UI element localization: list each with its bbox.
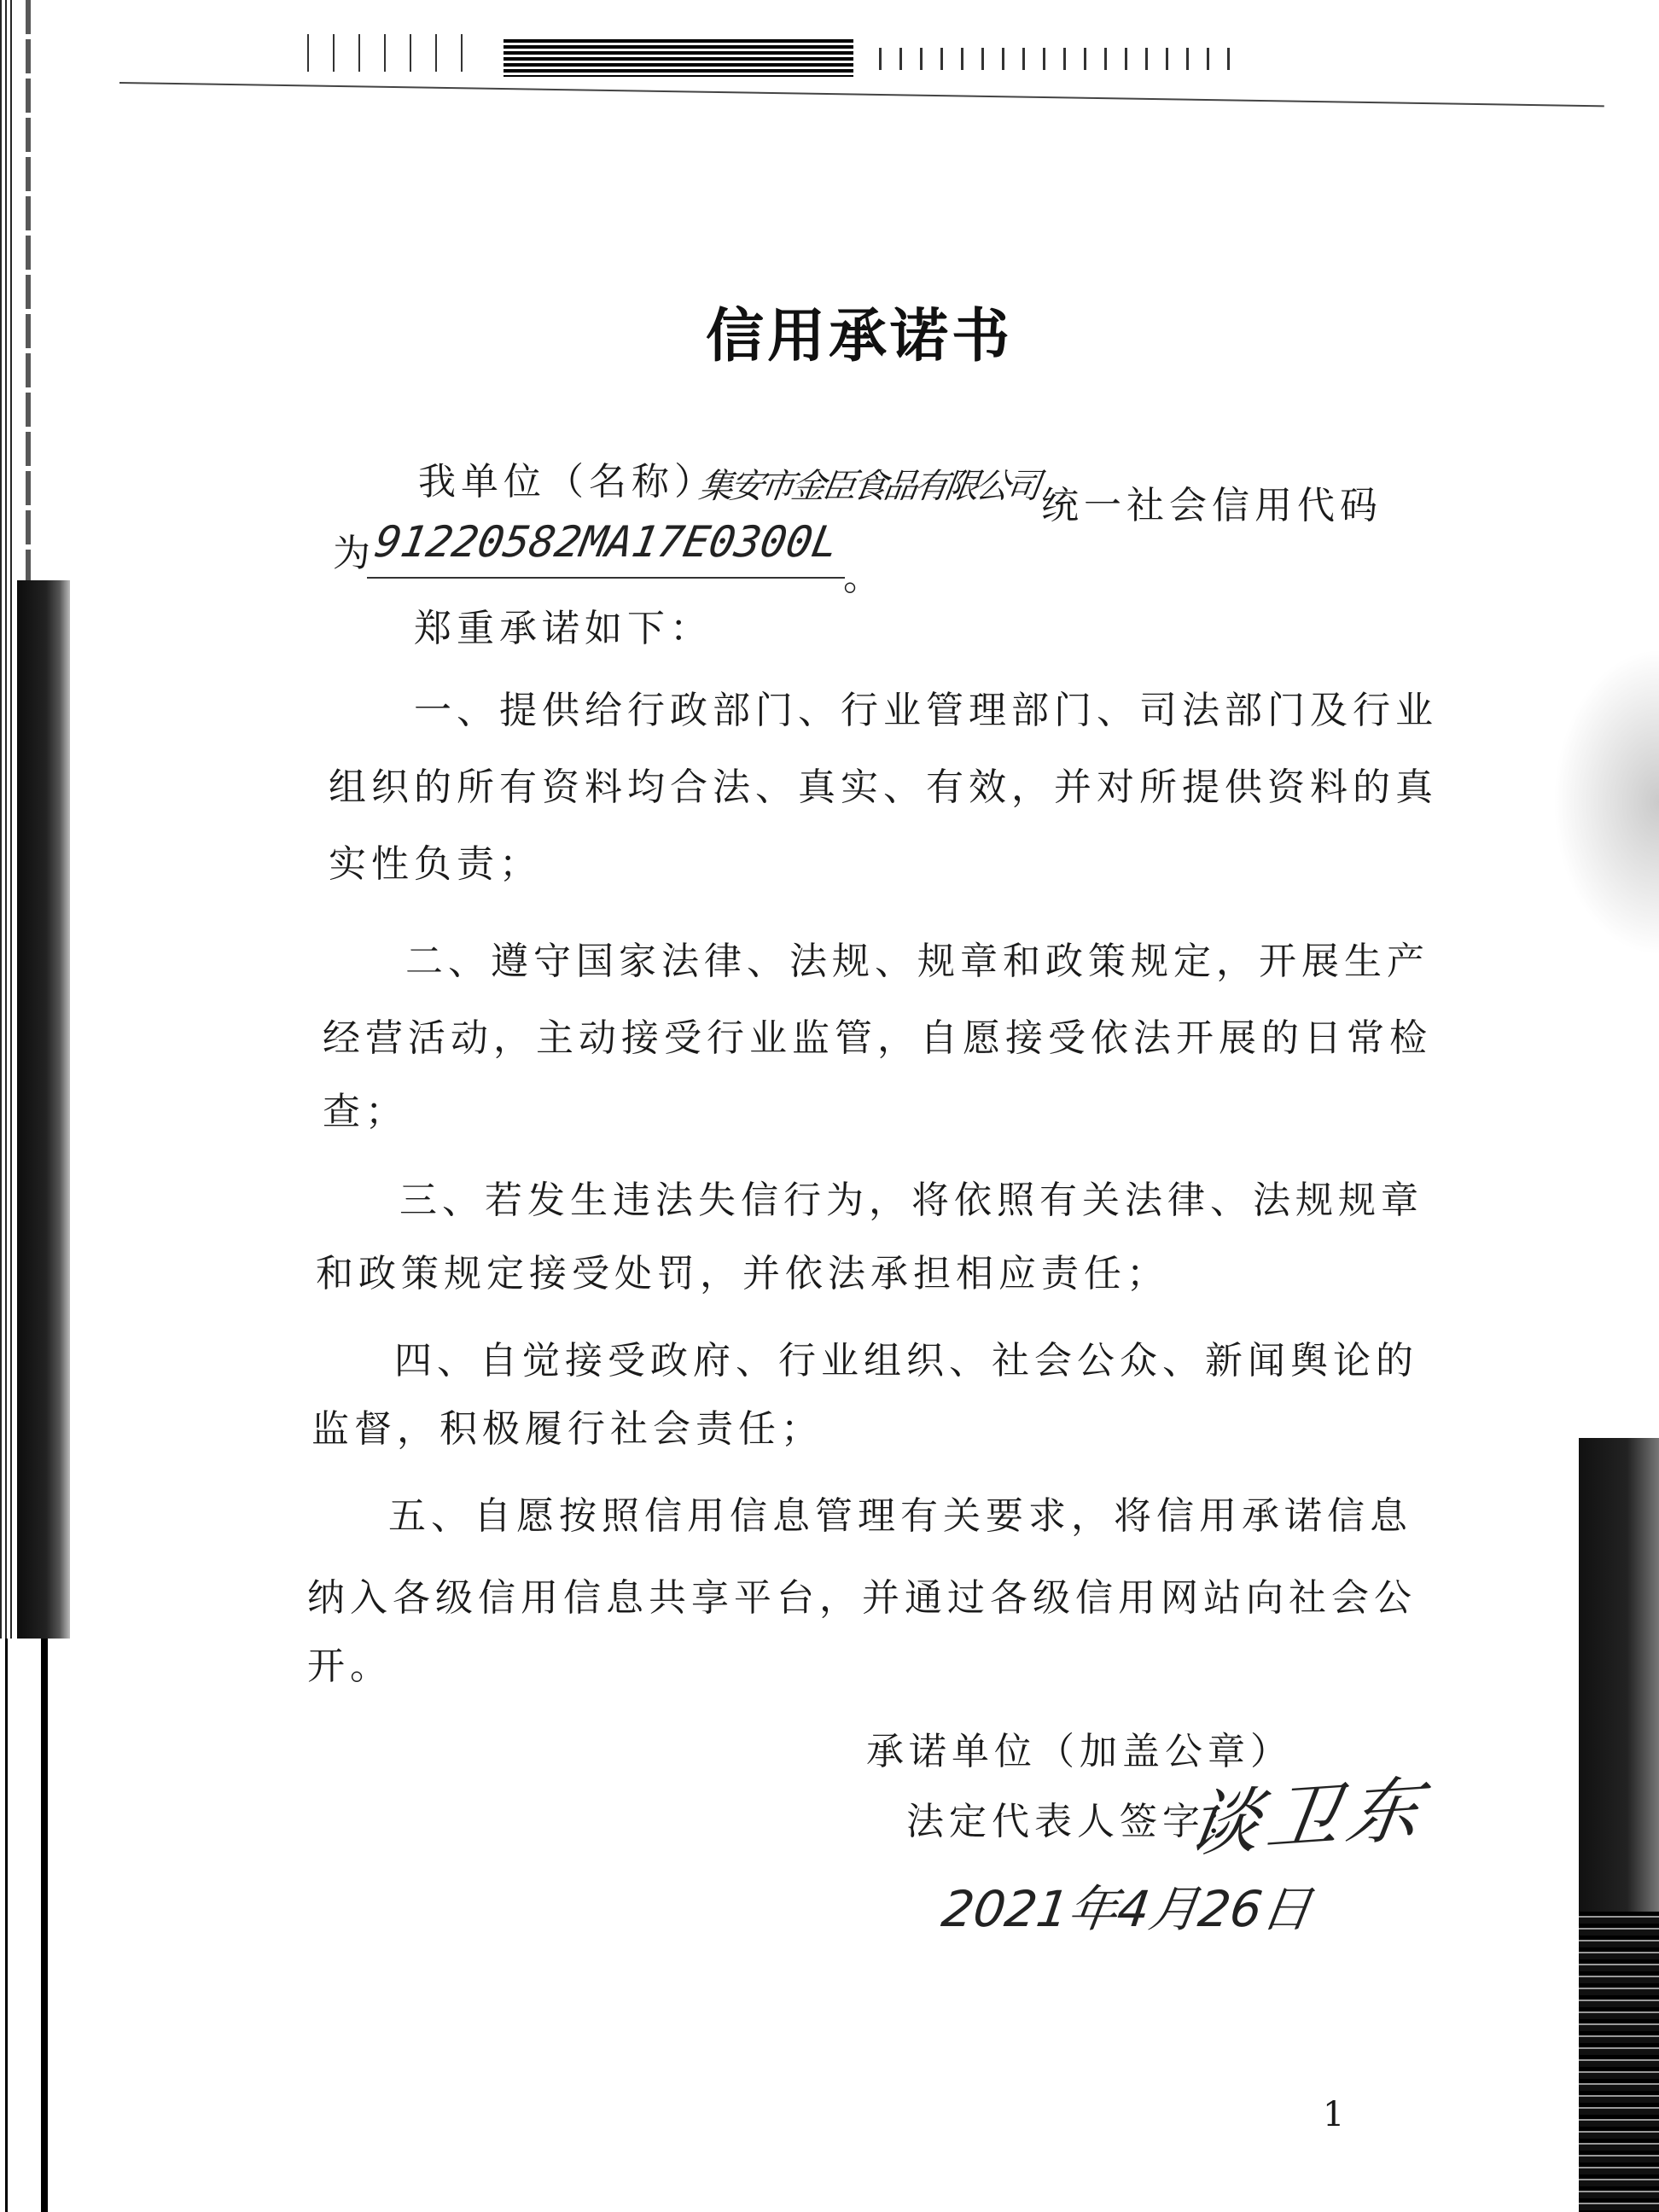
scan-edge-left-lower <box>0 1639 51 2212</box>
date-handwritten: 2021年4月26日 <box>938 1880 1316 1938</box>
item-3-line-1: 三、若发生违法失信行为，将依照有关法律、法规规章 <box>399 1179 1423 1222</box>
item-1-line-3: 实性负责； <box>329 842 542 886</box>
item-4-line-1: 四、自觉接受政府、行业组织、社会公众、新闻舆论的 <box>394 1339 1418 1382</box>
item-1-line-2: 组织的所有资料均合法、真实、有效，并对所提供资料的真 <box>329 765 1438 809</box>
signing-unit-label: 承诺单位（加盖公章） <box>866 1730 1293 1773</box>
scan-noise-right <box>1579 1912 1659 2212</box>
item-3-line-2: 和政策规定接受处罚，并依法承担相应责任； <box>316 1252 1169 1295</box>
credit-code-handwritten: 91220582MA17E0300L <box>370 517 842 567</box>
code-end: 。 <box>843 556 886 599</box>
scan-marks-top-right <box>879 48 1237 70</box>
page-number: 1 <box>1323 2095 1345 2134</box>
paper-edge-top <box>119 82 1604 158</box>
item-2-line-1: 二、遵守国家法律、法规、规章和政策规定，开展生产 <box>405 940 1429 983</box>
item-4-line-2: 监督，积极履行社会责任； <box>311 1407 824 1451</box>
legal-rep-label: 法定代表人签字： <box>906 1800 1248 1843</box>
scan-marks-top-bar <box>504 39 853 77</box>
item-2-line-2: 经营活动，主动接受行业监管，自愿接受依法开展的日常检 <box>323 1016 1432 1060</box>
document-title: 信用承诺书 <box>705 303 1013 370</box>
intro-suffix: 统一社会信用代码 <box>1041 484 1382 527</box>
intro-prefix: 我单位（名称） <box>418 460 717 504</box>
item-5-line-1: 五、自愿按照信用信息管理有关要求，将信用承诺信息 <box>388 1494 1412 1538</box>
code-prefix: 为 <box>333 532 375 575</box>
signature-handwritten: 谈卫东 <box>1182 1767 1433 1867</box>
item-2-line-3: 查； <box>323 1090 408 1133</box>
solemn-line: 郑重承诺如下： <box>414 607 713 650</box>
item-5-line-3: 开。 <box>307 1644 393 1688</box>
scan-marks-top-left <box>307 34 469 72</box>
scan-shadow-left <box>17 580 70 1639</box>
item-1-line-1: 一、提供给行政部门、行业管理部门、司法部门及行业 <box>414 689 1438 732</box>
credit-code-underline <box>367 577 845 579</box>
company-name-handwritten: 集安市金臣食品有限公司 <box>696 467 1040 506</box>
scan-shade-right <box>1553 649 1659 956</box>
item-5-line-2: 纳入各级信用信息共享平台，并通过各级信用网站向社会公 <box>307 1576 1417 1620</box>
